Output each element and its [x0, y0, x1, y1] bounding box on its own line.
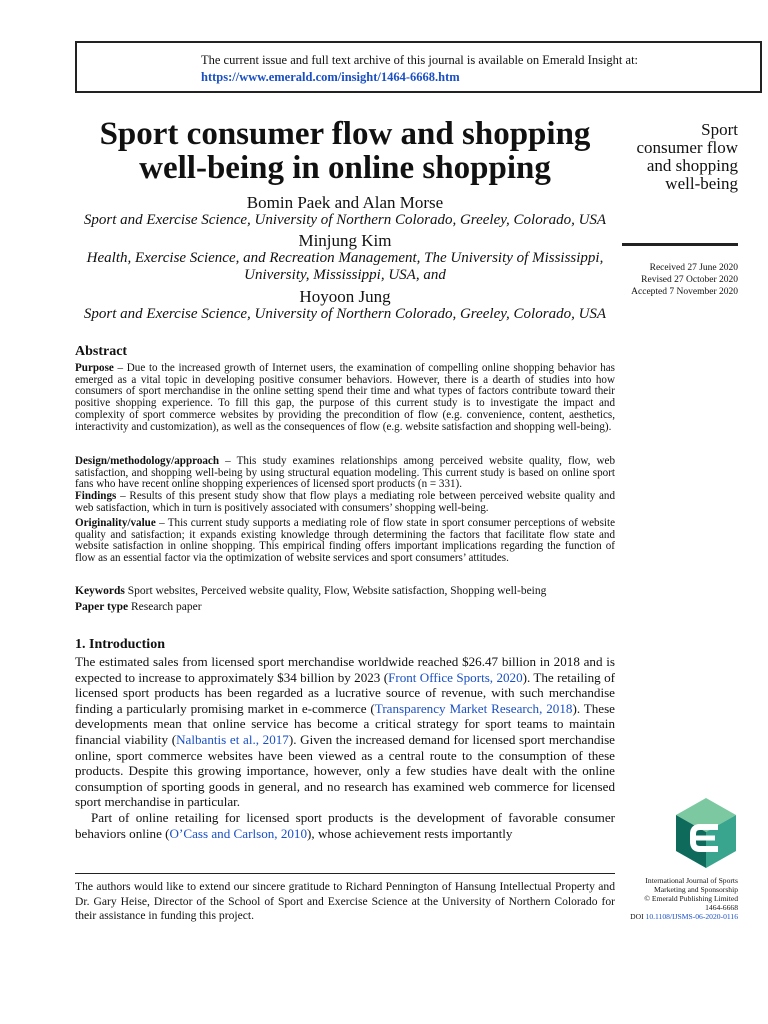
publisher-copyright: © Emerald Publishing Limited — [644, 894, 738, 904]
author-affiliation: Sport and Exercise Science, University of Northern Colorado, Greeley, Colorado, USA — [83, 306, 607, 322]
citation-link[interactable]: Nalbantis et al., 2017 — [176, 731, 289, 747]
revised-date: Revised 27 October 2020 — [641, 275, 738, 285]
archive-notice-text: The current issue and full text archive of this journal is available on Emerald Insight at: — [201, 53, 639, 67]
paper-type — [75, 601, 615, 613]
accepted-date: Accepted 7 November 2020 — [631, 287, 738, 297]
originality-text: – This current study supports a mediating role of flow state in sport consumer perceptions of website quality and satisfaction; it expands existing knowledge through determining the factors that facilitate flow state and website satisfaction in online shopping. This empirical finding offers important implications regarding the function of flow as an essential factor via the optimization of website services and sport consumers’ attitudes. — [75, 517, 615, 565]
introduction-body — [75, 654, 615, 841]
article-title — [75, 117, 615, 185]
archive-notice-box — [75, 41, 762, 93]
article-dates — [618, 262, 738, 298]
purpose-label: Purpose — [75, 362, 114, 374]
findings-label: Findings — [75, 490, 117, 502]
citation-link[interactable]: Transparency Market Research, 2018 — [374, 700, 573, 716]
findings-text: – Results of this present study show that flow plays a mediating role between perceived website quality and web satisfaction, which in turn is positively associated with consumers’ shopping well-being. — [75, 490, 615, 514]
citation-link[interactable]: O’Cass and Carlson, 2010 — [169, 825, 308, 841]
paragraph-text: The estimated sales from licensed sport merchandise worldwide reached $26.47 billion in 2018 and is expected to increase to approximately $34 billion by 2023 ( — [75, 654, 615, 685]
footnote-rule — [75, 873, 615, 874]
citation-link[interactable]: Front Office Sports, 2020 — [388, 669, 523, 685]
doi-line — [618, 912, 738, 921]
author-name: Hoyoon Jung — [299, 287, 391, 306]
author-name: Minjung Kim — [298, 231, 392, 250]
paragraph-text: Part of online retailing for licensed sport products is the development of favorable consumer behaviors online ( — [75, 809, 615, 841]
journal-info — [618, 876, 738, 921]
paragraph-text: ). The retailing of licensed sport products has been regarded as a lucrative source of revenue, with such merchandise finding a particularly promising market in e-commerce ( — [75, 669, 615, 716]
running-title-line: consumer flow — [636, 138, 738, 157]
emerald-logo-icon — [675, 797, 737, 869]
author-name: Bomin Paek and Alan Morse — [246, 193, 444, 212]
title-line-1: Sport consumer flow and shopping — [99, 116, 591, 152]
abstract-heading: Abstract — [75, 344, 128, 359]
abstract-originality — [75, 518, 615, 565]
author-affiliation: Health, Exercise Science, and Recreation Management, The University of Mississippi, — [86, 250, 604, 266]
keywords-label: Keywords — [75, 585, 125, 597]
doi-link[interactable]: 10.1108/IJSMS-06-2020-0116 — [645, 912, 738, 922]
paper-type-text: Research paper — [128, 601, 202, 613]
design-text: – This study examines relationships among perceived website quality, flow, web satisfaction, and shopping well-being by using structural equation modeling. This current study is based on online sport fans who have recent online shopping experiences of licensed sport products (n = 331). — [75, 455, 615, 491]
journal-url-link[interactable]: https://www.emerald.com/insight/1464-6668.htm — [201, 70, 460, 84]
abstract-purpose — [75, 363, 615, 433]
abstract-design — [75, 456, 615, 491]
running-title-line: and shopping — [646, 156, 738, 175]
purpose-text: – Due to the increased growth of Internet users, the examination of compelling online shopping behavior has emerged as a vital topic in developing positive consumer behaviors. However, there is a dearth of studies into how consumers of sport merchandise in the online setting spend their time and what types of factors contribute toward their positive shopping experience. To fill this gap, the purpose of this current study is to investigate the impact and complexity of sport commerce websites by providing the precondition of flow (e.g. convenience, content, aesthetics, interactivity and customization), as well as the consequences of flow (e.g. website satisfaction and shopping well-being). — [75, 362, 615, 433]
acknowledgement-footnote: The authors would like to extend our sincere gratitude to Richard Pennington of Hansung Intellectual Property and Dr. Gary Heise, Director of the School of Sport and Exercise Science at the University of Northern Colorado for their assistance in funding this project. — [75, 880, 615, 923]
author-affiliation: University, Mississippi, USA, and — [244, 267, 446, 283]
title-line-2: well-being in online shopping — [139, 150, 551, 186]
paragraph-text: ), whose achievement rests importantly — [307, 825, 513, 841]
originality-label: Originality/value — [75, 517, 156, 529]
paragraph — [75, 810, 615, 841]
design-label: Design/methodology/approach — [75, 455, 220, 467]
paragraph-text: ). Given the increased demand for licensed sport merchandise online, sport commerce websites have been viewed as a central route to the consumption of these products. Despite this growing importance, however, only a few studies have dealt with the online consumption of sporting goods in general, and no research has examined web commerce for licensed sport merchandise in particular. — [75, 731, 615, 810]
running-title-line: Sport — [701, 120, 738, 139]
sidebar-rule — [622, 243, 738, 246]
journal-name-line: International Journal of Sports — [645, 876, 738, 885]
introduction-heading: 1. Introduction — [75, 637, 165, 652]
abstract-findings — [75, 491, 615, 514]
keywords-text: Sport websites, Perceived website quality, Flow, Website satisfaction, Shopping well-being — [124, 585, 547, 597]
journal-name-line: Marketing and Sponsorship — [654, 885, 738, 895]
paragraph-text: ). These developments mean that online service has become a critical strategy for sport teams to maintain financial viability ( — [75, 700, 615, 747]
running-title — [618, 121, 738, 193]
journal-issn: 1464-6668 — [705, 903, 738, 913]
keywords — [75, 585, 615, 597]
paper-type-label: Paper type — [75, 601, 129, 613]
doi-label: DOI — [630, 912, 644, 922]
paragraph — [75, 654, 615, 810]
received-date: Received 27 June 2020 — [649, 263, 738, 273]
running-title-line: well-being — [665, 174, 738, 193]
author-affiliation: Sport and Exercise Science, University of Northern Colorado, Greeley, Colorado, USA — [83, 212, 607, 228]
